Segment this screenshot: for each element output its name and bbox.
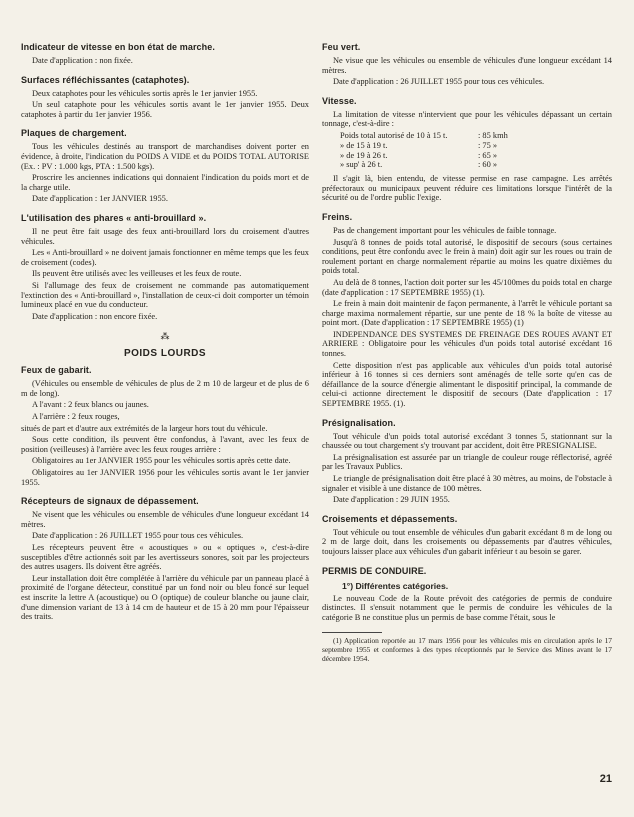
paragraph: (Véhicules ou ensemble de véhicules de plus de 2 m 10 de largeur et de plus de 6 m de long). [21, 379, 309, 398]
paragraph: Les « Anti-brouillard » ne doivent jamais fonctionner en même temps que les feux de croisement (codes). [21, 248, 309, 267]
heading-fog-lights: L'utilisation des phares « anti-brouillard ». [21, 212, 207, 223]
paragraph: Ne visent que les véhicules ou ensemble de véhicules d'une longueur excédant 14 mètres. [21, 510, 309, 529]
paragraph: Obligatoires au 1er JANVIER 1955 pour les véhicules sortis après cette date. [32, 456, 291, 466]
paragraph: Le frein à main doit maintenir de façon permanente, à l'arrêt le véhicule portant sa charge maxima normalement répartie, sur une pente de 18 % la boîte de vitesse au point mort. (Date d'application : 17 SEPTEMBRE 1955) (1) [322, 299, 612, 328]
section-title-heavy-vehicles: POIDS LOURDS [123, 348, 207, 360]
paragraph: Tous les véhicules destinés au transport de marchandises doivent porter en évidence, à droite, l'indication du POIDS A VIDE et du POIDS TOTAL AUTORISE (Ex. : PV : 1.000 kgs, PTA : 1.500 kgs). [21, 142, 309, 171]
heading-load-plates: Plaques de chargement. [21, 128, 127, 139]
heading-speed: Vitesse. [322, 95, 357, 106]
heading-brakes: Freins. [322, 211, 353, 222]
left-column [21, 42, 309, 624]
paragraph: Ils peuvent être utilisés avec les veilleuses et les feux de route. [32, 269, 242, 279]
paragraph: La présignalisation est assurée par un triangle de couleur rouge réflectorisé, agréé par les Travaux Publics. [322, 452, 612, 472]
heading-reflectors: Surfaces réfléchissantes (cataphotes). [21, 74, 190, 85]
paragraph: La limitation de vitesse n'intervient que pour les véhicules dépassant un certain tonnage, c'est-à-dire : [322, 109, 612, 129]
paragraph: Date d'application : non fixée. [32, 56, 133, 65]
heading-crossing-overtaking: Croisements et dépassements. [322, 513, 458, 524]
speed-limit-table [322, 131, 612, 170]
paragraph: Date d'application : 29 JUIN 1955. [333, 495, 450, 505]
page-number: 21 [599, 773, 612, 785]
weight-range: Poids total autorisé de 10 à 15 t. [340, 130, 448, 140]
weight-range: » de 19 à 26 t. [340, 150, 388, 160]
paragraph: Jusqu'à 8 tonnes de poids total autorisé, le dispositif de secours (sous certaines conditions, peut être confondu avec le frein à main) doit agir sur les roues ou train de roulement portant en charge normalement répartie au moins les quatre dixièmes du poids total. [322, 237, 612, 276]
paragraph: Cette disposition n'est pas applicable aux véhicules d'un poids total autorisé inférieur à 16 tonnes si ces derniers sont aménagés de telle sorte qu'en cas de défaillance de la source d'énergie alimentant le dispositif principal, la commande de celui-ci actionne directement le dispositif de secours (Date d'application : 17 SEPTEMBRE 1955. (1). [322, 360, 612, 409]
heading-speedometer: Indicateur de vitesse en bon état de marche. [21, 42, 215, 52]
paragraph: Un seul cataphote pour les véhicules sortis avant le 1er janvier 1955. Deux cataphotes à partir du 1er janvier 1956. [21, 100, 309, 119]
speed-row [322, 151, 612, 161]
footnote-divider [322, 632, 382, 633]
paragraph: Le nouveau Code de la Route prévoit des catégories de permis de conduire distinctes. Il s'ensuit notamment que le permis de conduire les véhicules de la catégorie B ne constitue plus un permis de base comme l'était, sous le [322, 593, 612, 622]
right-column [322, 42, 612, 663]
subheading-categories: 1°) Différentes catégories. [342, 580, 449, 591]
paragraph: situés de part et d'autre aux extrémités de la largeur hors tout du véhicule. [21, 423, 268, 433]
heading-presignalling: Présignalisation. [322, 417, 396, 428]
paragraph: Au delà de 8 tonnes, l'action doit porter sur les 45/100mes du poids total en charge (date d'application : 17 SEPTEMBRE 1955) (1). [322, 277, 612, 297]
speed-row [322, 160, 612, 170]
weight-range: » sup' à 26 t. [340, 160, 383, 170]
heading-green-light: Feu vert. [322, 42, 361, 52]
asterism-ornament: ⁂ [160, 331, 170, 342]
paragraph: Date d'application : non encore fixée. [32, 311, 158, 321]
speed-row [322, 141, 612, 151]
speed-value: : 60 » [478, 160, 498, 170]
speed-value: : 65 » [478, 150, 498, 160]
paragraph: Tout véhicule d'un poids total autorisé excédant 3 tonnes 5, stationnant sur la chaussée ou tout chargement s'y trouvant par accident, doit être PRESIGNALISE. [322, 431, 612, 451]
paragraph: Les récepteurs peuvent être « acoustiques » ou « optiques », c'est-à-dire susceptibles d'être actionnés soit par les avertisseurs sonores, soit par les projecteurs des autres usagers. Ils doivent être agréés. [21, 543, 309, 572]
weight-range: » de 15 à 19 t. [340, 140, 388, 150]
footnote: (1) Application reportée au 17 mars 1956 pour les véhicules mis en circulation après le 17 septembre 1955 et conformes à des types réceptionnés par le Service des Mines avant le 17 décembre 1954. [322, 636, 612, 663]
speed-value: : 85 kmh [478, 130, 508, 140]
speed-row [322, 131, 612, 141]
paragraph: Sous cette condition, ils peuvent être confondus, à l'avant, avec les feux de position (veilleuses) à l'arrière avec les feux rouges arrière : [21, 435, 309, 454]
paragraph: Date d'application : 26 JUILLET 1955 pour tous ces véhicules. [32, 531, 244, 541]
paragraph: Leur installation doit être complétée à l'arrière du véhicule par un panneau placé à proximité de l'organe détecteur, constitué par un fond noir ou bleu foncé sur lequel est inscrite la lettre A (acoustique) ou O (optique) de couleur blanche ou jaune clair, d'une dimension variant de 13 à 14 cm de hauteur et de 15 à 20 mm pour l'épaisseur des traits. [21, 573, 309, 622]
paragraph: Proscrire les anciennes indications qui donnaient l'indication du poids mort et de la charge utile. [21, 173, 309, 192]
heading-driving-licence: PERMIS DE CONDUIRE. [322, 565, 427, 576]
paragraph: Tout véhicule ou tout ensemble de véhicules d'un gabarit excédant 8 m de long ou 2 m de large doit, dans les croisements ou dépassements par d'autres véhicules, toujours laisser place aux véhicules d'un gabarit inférieur t au besoin se garer. [322, 527, 612, 556]
paragraph: Date d'application : 26 JUILLET 1955 pour tous ces véhicules. [333, 77, 545, 87]
paragraph: Deux cataphotes pour les véhicules sortis après le 1er janvier 1955. [32, 88, 258, 98]
heading-clearance-lights: Feux de gabarit. [21, 365, 92, 376]
paragraph: Ne visue que les véhicules ou ensemble de véhicules d'une longueur excédant 14 mètres. [322, 56, 612, 75]
paragraph: Obligatoires au 1er JANVIER 1956 pour les véhicules sortis avant le 1er janvier 1955. [21, 468, 309, 487]
paragraph: INDEPENDANCE DES SYSTEMES DE FREINAGE DES ROUES AVANT ET ARRIERE : Obligatoire pour les véhicules d'un poids total autorisé excédant 16 tonnes. [322, 329, 612, 359]
paragraph: Si l'allumage des feux de croisement ne commande pas automatiquement l'extinction des « Anti-brouillard », l'installation de ceux-ci doit comporter un témoin lumineux placé en vue du conducteur. [21, 280, 309, 310]
paragraph: Le triangle de présignalisation doit être placé à 30 mètres, au moins, de l'obstacle à signaler et visible à une distance de 100 mètres. [322, 474, 612, 493]
heading-overtaking-receivers: Récepteurs de signaux de dépassement. [21, 496, 199, 507]
paragraph: A l'arrière : 2 feux rouges, [32, 412, 120, 422]
paragraph: Il ne peut être fait usage des feux anti-brouillard lors du croisement d'autres véhicules. [21, 226, 309, 246]
paragraph: Pas de changement important pour les véhicules de faible tonnage. [333, 225, 557, 235]
paragraph: Date d'application : 1er JANVIER 1955. [32, 194, 168, 204]
paragraph: Il s'agit là, bien entendu, de vitesse permise en rase campagne. Les arrêtés préfectoraux ou municipaux peuvent réduire ces limitations lorsque l'intérêt de la sécurité ou de l'ordre public l'exige. [322, 174, 612, 203]
paragraph: A l'avant : 2 feux blancs ou jaunes. [32, 400, 149, 410]
speed-value: : 75 » [478, 140, 498, 150]
